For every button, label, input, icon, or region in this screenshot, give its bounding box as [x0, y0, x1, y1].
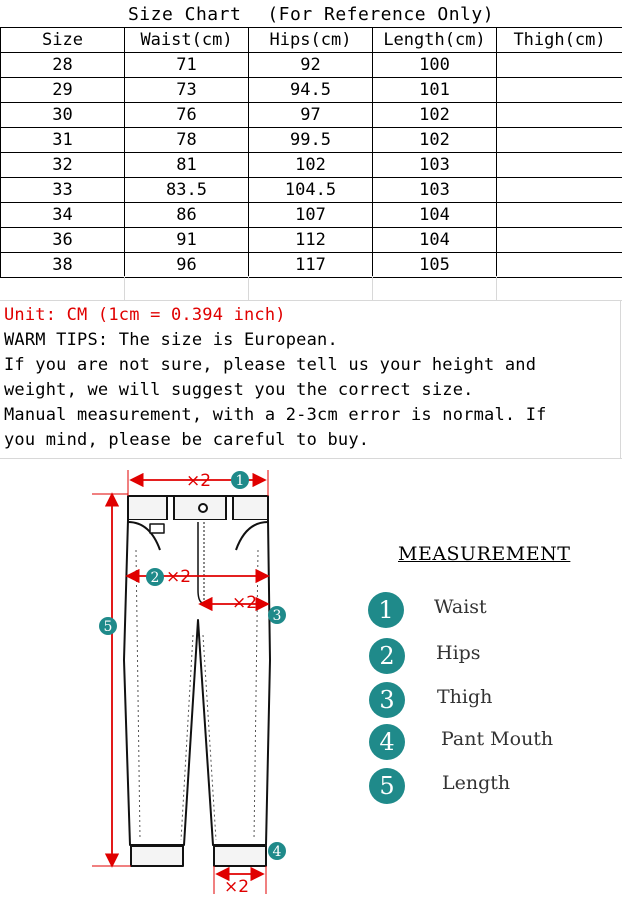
- pants-outline: [124, 496, 270, 866]
- table-cell: 86: [125, 203, 249, 228]
- table-cell: 104.5: [249, 178, 373, 203]
- sheet-gridline: [496, 276, 497, 300]
- table-cell: [497, 153, 622, 178]
- table-cell: 107: [249, 203, 373, 228]
- marker-3: 3: [272, 608, 282, 624]
- size-chart-subtitle: (For Reference Only): [267, 4, 495, 25]
- table-cell: [497, 128, 622, 153]
- mouth-multiplier: ×2: [224, 877, 250, 897]
- table-row: [1, 153, 622, 178]
- table-header-row: [1, 28, 622, 53]
- table-cell: 105: [373, 253, 497, 278]
- table-cell: 103: [373, 153, 497, 178]
- table-cell: 94.5: [249, 78, 373, 103]
- table-cell: [497, 78, 622, 103]
- table-cell: 101: [373, 78, 497, 103]
- table-cell: 104: [373, 228, 497, 253]
- table-cell: 78: [125, 128, 249, 153]
- table-cell: 97: [249, 103, 373, 128]
- table-cell: 34: [1, 203, 125, 228]
- table-cell: 102: [373, 103, 497, 128]
- note-line: Manual measurement, with a 2-3cm error is normal. If: [4, 405, 547, 425]
- sheet-gridline: [248, 276, 249, 300]
- sheet-gridline: [124, 276, 125, 300]
- table-cell: 81: [125, 153, 249, 178]
- sheet-gridline: [0, 300, 622, 301]
- legend-number: 5: [369, 768, 405, 804]
- table-cell: [497, 178, 622, 203]
- sheet-gridline: [372, 276, 373, 300]
- table-cell: 102: [249, 153, 373, 178]
- table-row: [1, 128, 622, 153]
- table-row: [1, 228, 622, 253]
- unit-note: Unit: CM (1cm = 0.394 inch): [4, 305, 286, 325]
- note-line: weight, we will suggest you the correct size.: [4, 380, 474, 400]
- size-notes: [4, 303, 620, 453]
- table-cell: 103: [373, 178, 497, 203]
- table-cell: 31: [1, 128, 125, 153]
- thigh-multiplier: ×2: [232, 593, 258, 613]
- size-chart-title: [0, 3, 622, 27]
- table-row: [1, 203, 622, 228]
- marker-4: 4: [272, 844, 282, 860]
- legend-label: Thigh: [437, 686, 493, 708]
- marker-5: 5: [103, 619, 113, 635]
- pants-illustration: [0, 460, 622, 911]
- table-cell: 100: [373, 53, 497, 78]
- note-line: you mind, please be careful to buy.: [4, 430, 370, 450]
- legend-number: 4: [369, 724, 405, 760]
- note-line: If you are not sure, please tell us your height and: [4, 355, 537, 375]
- column-header: Waist(cm): [125, 28, 249, 53]
- legend-number: 1: [368, 592, 404, 628]
- table-cell: 71: [125, 53, 249, 78]
- table-cell: 36: [1, 228, 125, 253]
- size-table: [0, 27, 622, 278]
- table-cell: 96: [125, 253, 249, 278]
- table-cell: 112: [249, 228, 373, 253]
- table-cell: 33: [1, 178, 125, 203]
- table-row: [1, 78, 622, 103]
- marker-1: 1: [235, 473, 245, 489]
- legend-label: Waist: [434, 596, 487, 618]
- sheet-gridline: [0, 458, 622, 459]
- table-cell: 38: [1, 253, 125, 278]
- legend-label: Hips: [436, 642, 481, 664]
- measurement-diagram: [0, 460, 622, 911]
- legend-number: 3: [369, 682, 405, 718]
- column-header: Thigh(cm): [497, 28, 622, 53]
- table-cell: 83.5: [125, 178, 249, 203]
- table-cell: 76: [125, 103, 249, 128]
- waist-multiplier: ×2: [186, 471, 212, 491]
- table-row: [1, 103, 622, 128]
- table-row: [1, 178, 622, 203]
- table-cell: 32: [1, 153, 125, 178]
- table-cell: 30: [1, 103, 125, 128]
- table-cell: [497, 53, 622, 78]
- table-cell: 99.5: [249, 128, 373, 153]
- table-cell: 102: [373, 128, 497, 153]
- note-line: WARM TIPS: The size is European.: [4, 330, 338, 350]
- column-header: Length(cm): [373, 28, 497, 53]
- hips-multiplier: ×2: [166, 567, 192, 587]
- table-cell: [497, 103, 622, 128]
- table-cell: [497, 253, 622, 278]
- table-cell: 91: [125, 228, 249, 253]
- marker-2: 2: [150, 570, 160, 586]
- table-cell: [497, 203, 622, 228]
- table-row: [1, 253, 622, 278]
- size-chart-title-text: Size Chart: [127, 4, 242, 25]
- table-body: [1, 53, 622, 278]
- legend-number: 2: [369, 638, 405, 674]
- table-cell: 29: [1, 78, 125, 103]
- column-header: Hips(cm): [249, 28, 373, 53]
- table-cell: 28: [1, 53, 125, 78]
- column-header: Size: [1, 28, 125, 53]
- table-cell: 73: [125, 78, 249, 103]
- legend-label: Length: [442, 772, 511, 794]
- sheet-gridline: [620, 300, 621, 458]
- table-cell: 104: [373, 203, 497, 228]
- table-cell: 92: [249, 53, 373, 78]
- legend-title: MEASUREMENT: [398, 543, 571, 565]
- legend-label: Pant Mouth: [441, 728, 554, 750]
- table-row: [1, 53, 622, 78]
- table-cell: [497, 228, 622, 253]
- table-cell: 117: [249, 253, 373, 278]
